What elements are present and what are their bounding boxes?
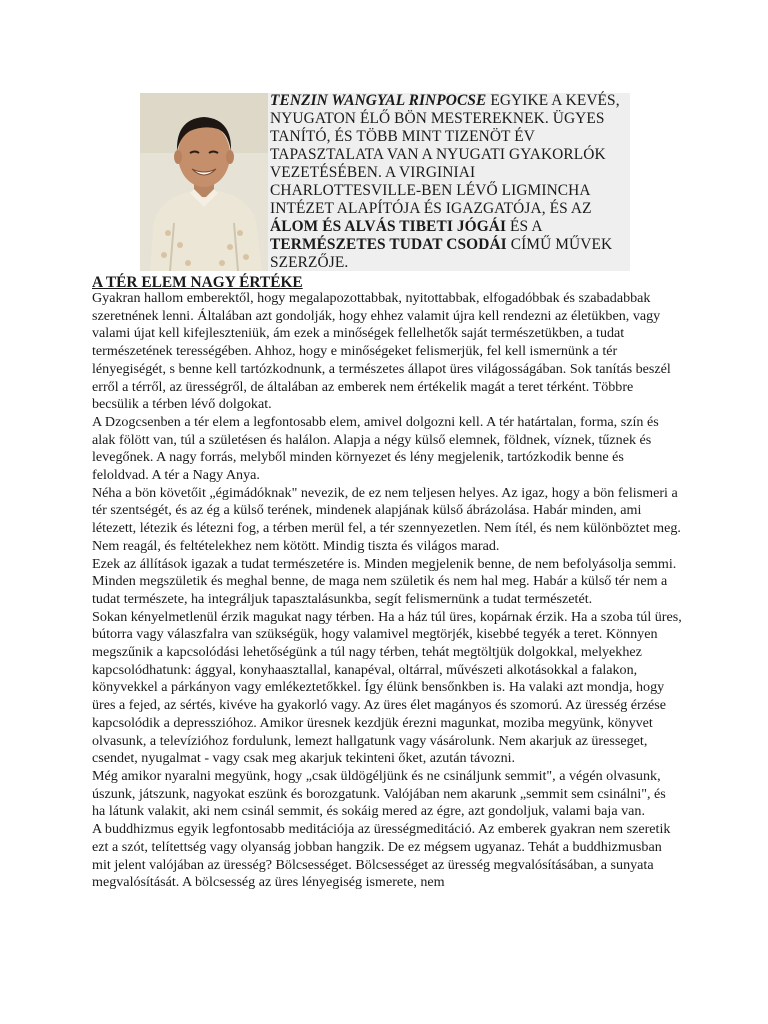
paragraph: Sokan kényelmetlenül érzik magukat nagy térben. Ha a ház túl üres, kopárnak érzik. Ha a szoba túl üres, bútorra vagy válaszfalra van szükségük, hogy valamivel megtörjék, kisebbé tegyék a teret. Könnyen megszűnik a kapcsolódási lehetőségünk a túl nagy térben, tehát megtöltjük dolgokkal, melyekhez kapcsolódhatunk: ággyal, konyhaasztallal, kanapéval, oltárral, művészeti alkotásokkal a falakon, könyvekkel a párkányon vagy emlékeztetőkkel. Így élünk bensőnkben is. Ha valaki azt mondja, hogy üres a fejed, az sértés, kivéve ha gyakorló vagy. Az üres élet magányos és szomorú. Az üresség érzése kapcsolódik a depresszióhoz. Amikor üresnek kezdjük érezni magunkat, moziba megyünk, könyvet olvasunk, a televízióhoz fordulunk, lemezt hallgatunk vagy vásárolunk. Nem akarjuk az üresseget, csendet, nyugalmat - vagy csak meg akarjuk tekinteni őket, azután távozni. <box>92 608 682 767</box>
author-photo <box>140 93 268 271</box>
paragraph: Gyakran hallom emberektől, hogy megalapozottabbak, nyitottabbak, elfogadóbbak és szabadabbak szeretnének lenni. Általában azt gondolják, hogy ehhez valamit újra kell rendezni az életükben, vagy valami újat kell kifejleszteniük, ám ezek a minőségek fellelhetők saját természetükben, a tudat természetének terességében. Ahhoz, hogy e minőségeket felismerjük, fel kell ismernünk a tér lényegiségét, s benne kell tartózkodnunk, a természetes állapot üres világosságában. Sok tanítás beszél erről a térről, az ürességről, de általában az emberek nem értékelik magát a teret térként. Többre becsülik a térben lévő dolgokat. <box>92 290 671 413</box>
section-heading: A TÉR ELEM NAGY ÉRTÉKE <box>92 274 303 291</box>
author-bio-intro: EGYIKE A KEVÉS, NYUGATON ÉLŐ BÖN MESTEREKNEK. ÜGYES TANÍTÓ, ÉS TÖBB MINT TIZENÖT ÉV TAPASZTALATA VAN A NYUGATI GYAKORLÓK VEZETÉSÉBEN. A VIRGINIAI CHARLOTTESVILLE-BEN LÉVŐ LIGMINCHA INTÉZET ALAPÍTÓJA ÉS IGAZGATÓJA, ÉS AZ <box>270 92 620 217</box>
author-bio-text <box>270 92 626 272</box>
paragraph: Néha a bön követőit „égimádóknak" nevezik, de ez nem teljesen helyes. Az igaz, hogy a bön felismeri a tér szentségét, és az ég a külső terének, mindenek alapjának külső ábrázolása. Habár minden, ami létezett, létezik és létezni fog, a térben merül fel, a tér szennyezetlen. Nem ítél, és nem különböztet meg. Nem reagál, és feltételekhez nem kötött. Mindig tiszta és világos marad. <box>92 484 681 554</box>
author-bio-and: ÉS A <box>506 218 542 235</box>
book-title-2: TERMÉSZETES TUDAT CSODÁI <box>270 236 507 253</box>
body-text <box>92 290 682 892</box>
author-name: TENZIN WANGYAL RINPOCSE <box>270 92 487 109</box>
paragraph: Ezek az állítások igazak a tudat természetére is. Minden megjelenik benne, de nem befolyásolja semmi. Minden megszületik és meghal benne, de maga nem születik és nem hal meg. Habár a külső tér nem a tudat természete, ha integráljuk tapasztalásunkba, segít felismernünk a tudat természetét. <box>92 555 677 607</box>
paragraph: A Dzogcsenben a tér elem a legfontosabb elem, amivel dolgozni kell. A tér határtalan, forma, szín és alak fölött van, túl a születésen és halálon. Alapja a négy külső elemnek, földnek, víznek, tűznek és levegőnek. A nagy forrás, melyből minden környezet és lény megjelenik, tartózkodik benne és feloldvad. A tér a Nagy Anya. <box>92 413 659 484</box>
book-title-1: ÁLOM ÉS ALVÁS TIBETI JÓGÁI <box>270 218 507 235</box>
author-portrait-icon <box>140 93 268 271</box>
paragraph: A buddhizmus egyik legfontosabb meditációja az ürességmeditáció. Az emberek gyakran nem szeretik ezt a szót, telítettség vagy olyanság jobban hangzik. De ez mégsem ugyanaz. Tehát a buddhizmusban mit jelent valójában az üresség? Bölcsességet. Bölcsességet az üresség megvalósításában, a sunyata megvalósítását. A bölcsesség az üres lényegiség ismerete, nem <box>92 821 671 891</box>
paragraph: Még amikor nyaralni megyünk, hogy „csak üldögéljünk és ne csináljunk semmit", a végén olvasunk, úszunk, játszunk, nagyokat eszünk és borozgatunk. Valójában nem akarunk „semmit sem csinálni", és ha látunk valakit, aki nem csinál semmit, és sokáig mered az égre, azt gondoljuk, valami baja van. <box>92 767 666 820</box>
author-bio-outro: CÍMŰ MŰVEK SZERZŐJE. <box>270 236 613 271</box>
